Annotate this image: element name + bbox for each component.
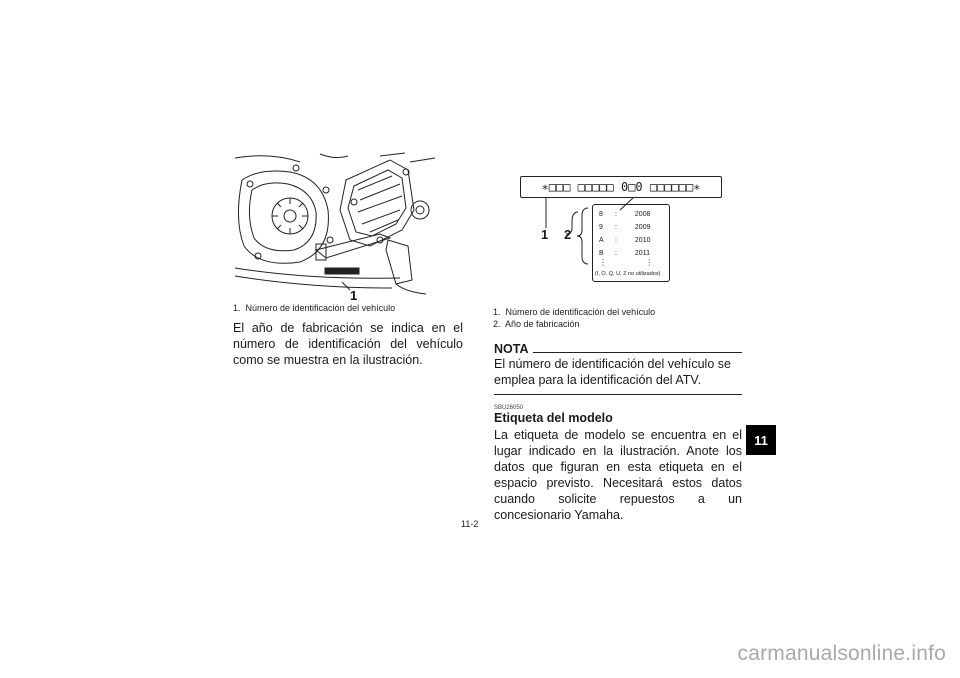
nota-block xyxy=(494,342,742,395)
unused-letters-note: (I, O, Q, U, Z no utilizados) xyxy=(595,271,661,277)
section-code: SBU26050 xyxy=(494,405,524,411)
watermark: carmanualsonline.info xyxy=(737,642,946,665)
left-figure-caption xyxy=(233,302,395,314)
nota-text: El número de identificación del vehículo se emplea para la identificación del ATV. xyxy=(494,357,731,387)
nota-rule-top xyxy=(533,352,743,353)
chapter-tab: 11 xyxy=(746,425,776,455)
right-figure-caption-2: 2. Año de fabricación xyxy=(493,319,580,329)
callout-2: 2 xyxy=(564,227,572,242)
vin-code-box xyxy=(520,176,722,198)
continuation-dots: ⋮ ⋮ xyxy=(599,258,654,267)
caption-number: 1. xyxy=(233,303,241,313)
section-text: La etiqueta de modelo se encuentra en el lugar indicado en la ilustración. Anote los datos que figuran en esta etiqueta en el espacio previsto. Necesitará estos datos cuando solicite repuestos a un concesionario Yamaha. xyxy=(494,428,742,522)
vin-code-line: ∗□□□ □□□□□ 0□0 □□□□□□∗ xyxy=(541,180,701,194)
engine-illustration xyxy=(230,150,440,302)
nota-rule-bottom xyxy=(494,394,742,395)
year-row: 9 : 2009 xyxy=(599,224,651,231)
page-number: 11-2 xyxy=(461,519,479,529)
right-figure-caption-1: 1. Número de identificación del vehículo xyxy=(493,307,656,317)
callout-1-right: 1 xyxy=(541,227,549,242)
year-code-table xyxy=(592,204,670,282)
year-row: B : 2011 xyxy=(599,250,650,257)
nota-heading: NOTA xyxy=(494,342,529,356)
callout-1: 1 xyxy=(350,288,358,302)
year-explanation-paragraph: El año de fabricación se indica en el número de identificación del vehículo como se muestra en la ilustración. xyxy=(233,321,463,367)
caption-text: Número de identificación del vehículo xyxy=(245,303,396,313)
year-row: A : 2010 xyxy=(599,237,651,244)
section-title: Etiqueta del modelo xyxy=(494,411,613,425)
year-bracket xyxy=(576,206,590,266)
year-row: 8 : 2008 xyxy=(599,211,651,218)
